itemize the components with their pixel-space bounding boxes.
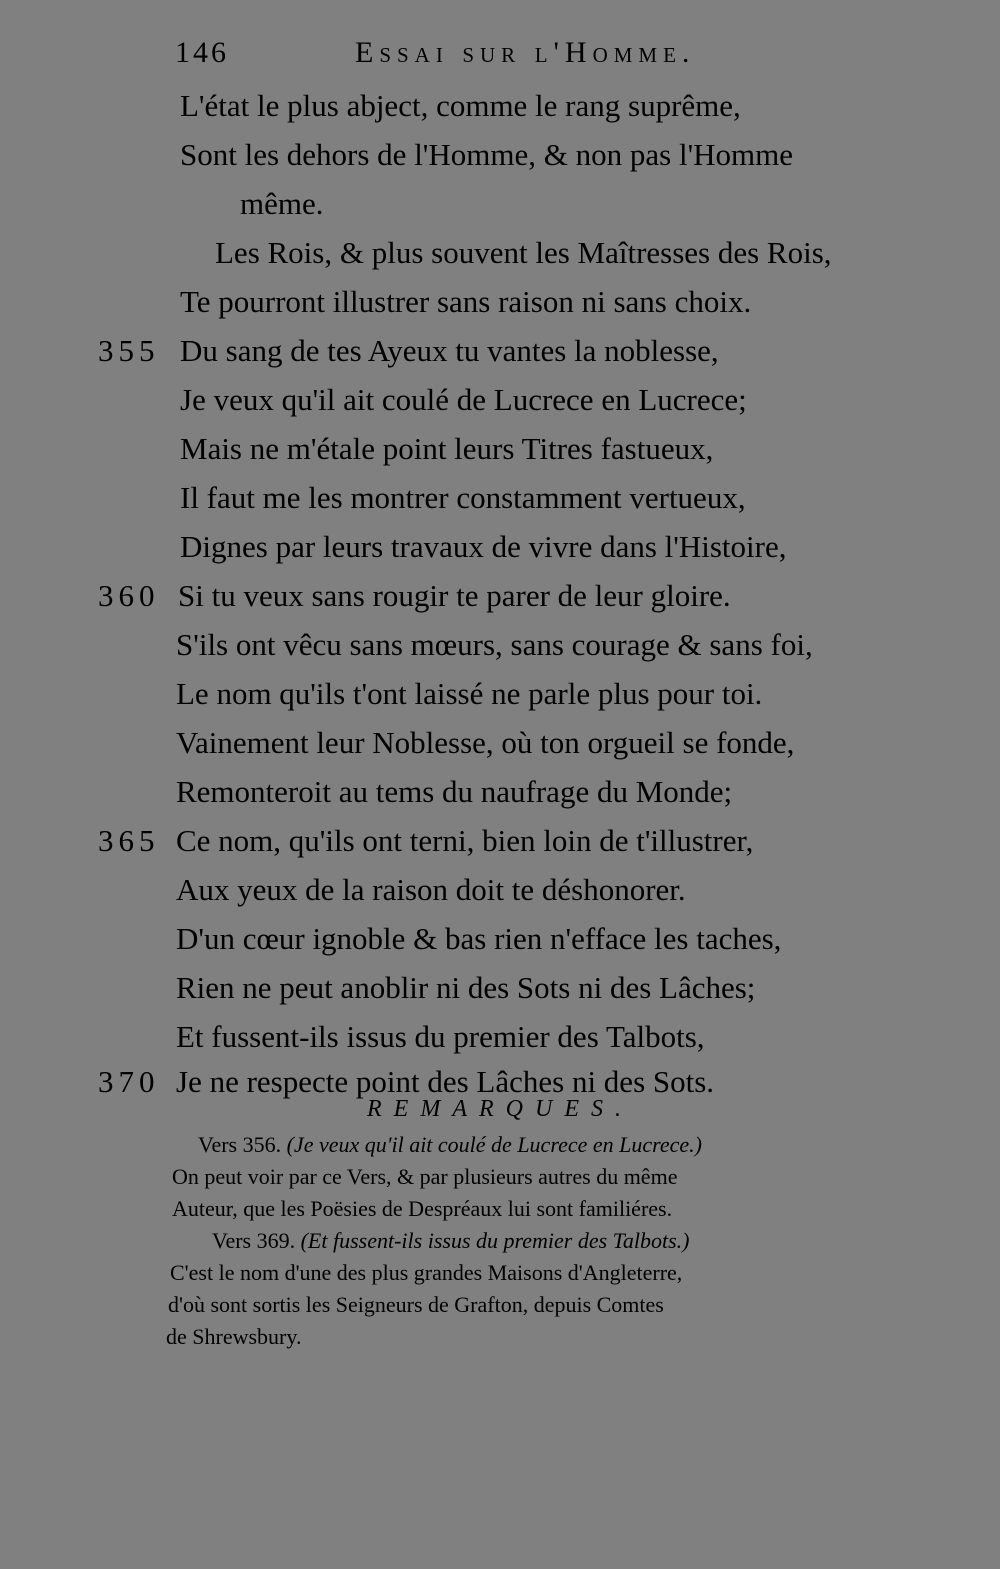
line-number: 360	[98, 578, 160, 613]
verse-line	[0, 186, 1000, 232]
verse-line	[0, 970, 1000, 1016]
verse-line	[0, 333, 1000, 379]
line-number: 355	[98, 333, 160, 368]
verse-line	[0, 137, 1000, 183]
verse-line	[0, 921, 1000, 967]
verse-line	[0, 235, 1000, 281]
note-quote: (Et fussent-ils issus du premier des Talbots.)	[300, 1228, 690, 1253]
verse-text: L'état le plus abject, comme le rang suprême,	[180, 88, 741, 123]
remarks-heading: REMARQUES.	[367, 1096, 633, 1122]
verse-line	[0, 774, 1000, 820]
note-quote: (Je veux qu'il ait coulé de Lucrece en Lucrece.)	[286, 1132, 702, 1157]
line-number: 370	[98, 1064, 160, 1099]
verse-line	[0, 88, 1000, 134]
line-number: 365	[98, 823, 160, 858]
note-verse-ref: Vers 356.	[198, 1132, 282, 1157]
running-title: Essai sur l'Homme.	[355, 36, 696, 69]
verse-text: même.	[240, 186, 324, 221]
page-header	[0, 36, 1000, 80]
verse-text: Si tu veux sans rougir te parer de leur gloire.	[178, 578, 731, 613]
verse-line	[0, 1019, 1000, 1065]
verse-text: Du sang de tes Ayeux tu vantes la noblesse,	[180, 333, 719, 368]
verse-line	[0, 872, 1000, 918]
verse-line	[0, 823, 1000, 869]
verse-text: Et fussent-ils issus du premier des Talbots,	[176, 1019, 705, 1054]
verse-line	[0, 725, 1000, 771]
verse-text: D'un cœur ignoble & bas rien n'efface les taches,	[176, 921, 782, 956]
verse-text: Vainement leur Noblesse, où ton orgueil se fonde,	[176, 725, 795, 760]
verse-line	[0, 382, 1000, 428]
verse-text: Aux yeux de la raison doit te déshonorer.	[176, 872, 686, 907]
verse-text: Rien ne peut anoblir ni des Sots ni des Lâches;	[176, 970, 756, 1005]
verse-line	[0, 578, 1000, 624]
verse-text: Les Rois, & plus souvent les Maîtresses des Rois,	[215, 235, 832, 270]
verse-text: Sont les dehors de l'Homme, & non pas l'Homme	[180, 137, 794, 172]
verse-line	[0, 480, 1000, 526]
book-page: 146 Essai sur l'Homme. L'état le plus abject, comme le rang suprême, Sont les dehors de l'Homme, & non pas l'Homme même. Les Rois, & plus souvent les Maîtresses des Rois, Te pourront illustrer sans raison ni sans choix. 355 Du sang de tes Ayeux tu vantes la noblesse, Je veux qu'il ait coulé de Lucrece en Lucrece; Mais ne m'étale point leurs Titres fastueux, Il faut me les montrer constamment vertueux, Dignes par leurs travaux de vivre dans l'Histoire, 360 Si tu veux sans rougir te parer de leur gloire. S'ils ont vêcu sans mœurs, sans courage & sans foi, Le nom qu'ils t'ont laissé ne parle plus pour toi. Vainement leur Noblesse, où ton orgueil se fonde, Remonteroit au tems du naufrage du Monde; 365 Ce nom, qu'ils ont terni, bien loin de t'illustrer, Aux yeux de la raison doit te déshonorer. D'un cœur ignoble & bas rien n'efface les taches, Rien ne peut anoblir ni des Sots ni des Lâches; Et fussent-ils issus du premier des Talbots, 370 Je ne respecte point des Lâches ni des Sots. REMARQUES. Vers 356. (Je veux qu'il ait coulé de Lucrece en Lucrece.) On peut voir par ce Vers, & par plusieurs autres du même Auteur, que les Poësies de Despréaux lui sont familiéres. Vers 369. (Et fussent-ils issus du premier des Talbots.) C'est le nom d'une des plus grandes Maisons d'Angleterre, d'où sont sortis les Seigneurs de Grafton, depuis Comtes de Shrewsbury.	[0, 0, 1000, 1569]
verse-text: Je veux qu'il ait coulé de Lucrece en Lucrece;	[180, 382, 747, 417]
verse-line	[0, 284, 1000, 330]
note-verse-ref: Vers 369.	[212, 1228, 296, 1253]
verse-text: S'ils ont vêcu sans mœurs, sans courage & sans foi,	[176, 627, 813, 662]
verse-text: Ce nom, qu'ils ont terni, bien loin de t'illustrer,	[176, 823, 754, 858]
page-number: 146	[175, 36, 229, 69]
verse-text: Le nom qu'ils t'ont laissé ne parle plus pour toi.	[176, 676, 763, 711]
verse-line	[0, 676, 1000, 722]
verse-text: Te pourront illustrer sans raison ni sans choix.	[180, 284, 752, 319]
verse-line	[0, 431, 1000, 477]
verse-text: Il faut me les montrer constamment vertueux,	[180, 480, 746, 515]
verse-text: Je ne respecte point des Lâches ni des Sots.	[176, 1064, 715, 1099]
verse-text: Mais ne m'étale point leurs Titres fastueux,	[180, 431, 714, 466]
verse-line	[0, 529, 1000, 575]
verse-text: Dignes par leurs travaux de vivre dans l'Histoire,	[180, 529, 787, 564]
verse-text: Remonteroit au tems du naufrage du Monde;	[176, 774, 733, 809]
verse-line	[0, 627, 1000, 673]
